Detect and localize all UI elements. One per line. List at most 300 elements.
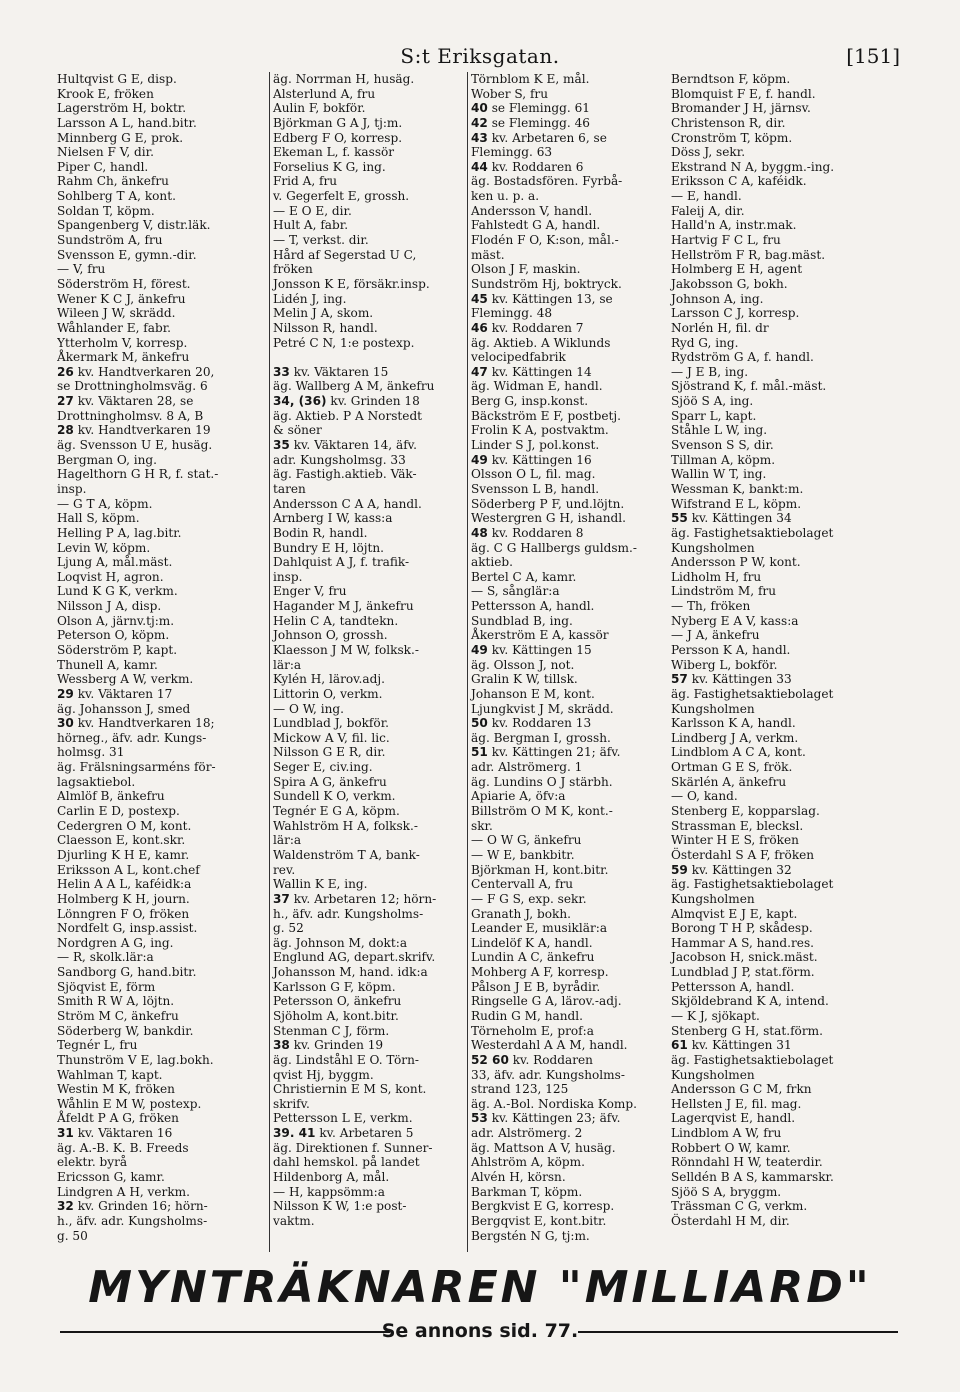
- directory-entry: Österdahl H M, dir.: [671, 1213, 790, 1228]
- directory-entry: Waldenström T A, bank-: [273, 847, 420, 862]
- directory-entry: äg. Lindståhl E O. Törn-: [273, 1052, 419, 1067]
- directory-entry: Cedergren O M, kont.: [57, 818, 192, 833]
- directory-entry: — O W, ing.: [273, 701, 344, 716]
- directory-entry: 35 kv. Väktaren 14, äfv.: [273, 438, 417, 453]
- directory-entry: Lindblom A C A, kont.: [671, 745, 806, 760]
- directory-entry: qvist Hj, byggm.: [273, 1067, 374, 1082]
- directory-entry: — T, verkst. dir.: [273, 233, 369, 248]
- directory-entry: Flemingg. 48: [471, 306, 553, 321]
- directory-entry: Wifstrand E L, köpm.: [671, 496, 802, 511]
- directory-entry: 45 kv. Kättingen 13, se: [471, 291, 613, 306]
- directory-entry: Svensson E, gymn.-dir.: [57, 247, 197, 262]
- directory-entry: Helin A A L, kaféidk:a: [57, 877, 192, 892]
- directory-entry: Wiberg L, bokför.: [671, 657, 778, 672]
- directory-entry: Jakobsson G, bokh.: [671, 276, 788, 291]
- directory-entry: Berg G, insp.konst.: [471, 394, 589, 409]
- directory-entry: 50 kv. Roddaren 13: [471, 716, 592, 731]
- directory-entry: Kungsholmen: [671, 1067, 755, 1082]
- directory-entry: Carlin E D, postexp.: [57, 804, 180, 819]
- directory-entry: Seger E, civ.ing.: [273, 760, 373, 775]
- directory-entry: Hammar A S, hand.res.: [671, 935, 815, 950]
- directory-entry: — E O E, dir.: [273, 203, 352, 218]
- directory-entry: Nilsson R, handl.: [273, 320, 378, 335]
- directory-entry: Törnblom K E, mål.: [471, 72, 590, 86]
- directory-entry: Spira A G, änkefru: [273, 774, 387, 789]
- directory-entry: äg. Norrman H, husäg.: [273, 72, 415, 86]
- directory-entry: Selldén B A S, kammarskr.: [671, 1170, 834, 1185]
- directory-entry: Björkman H, kont.bitr.: [471, 862, 609, 877]
- directory-entry: aktieb.: [471, 555, 514, 570]
- directory-entry: Lönngren F O, fröken: [57, 906, 190, 921]
- directory-entry: 42 se Flemingg. 46: [471, 115, 590, 130]
- directory-entry: Nilsson J A, disp.: [57, 599, 162, 614]
- directory-entry: Söderström P, kapt.: [57, 642, 178, 657]
- directory-entry: Olson J F, maskin.: [471, 262, 581, 277]
- directory-entry: 33 kv. Väktaren 15: [273, 364, 389, 379]
- directory-entry: Forselius K G, ing.: [273, 159, 386, 174]
- directory-entry: Littorin O, verkm.: [273, 686, 383, 701]
- directory-entry: Sundström Hj, boktryck.: [471, 276, 622, 291]
- directory-entry: Wåhlander E, fabr.: [57, 320, 172, 335]
- directory-entry: Mohberg A F, korresp.: [471, 965, 609, 980]
- directory-entry: äg. Svensson U E, husäg.: [57, 438, 213, 453]
- directory-entry: Strassman E, blecksl.: [671, 818, 804, 833]
- directory-entry: Bergstén N G, tj:m.: [471, 1228, 590, 1243]
- directory-entry: Söderström H, förest.: [57, 276, 191, 291]
- directory-entry: Larsson A L, hand.bitr.: [57, 115, 197, 130]
- directory-entry: & söner: [273, 423, 322, 438]
- directory-entry: Bertel C A, kamr.: [471, 569, 577, 584]
- directory-entry: Ståhle L W, ing.: [671, 423, 768, 438]
- directory-entry: Arnberg I W, kass:a: [273, 511, 393, 526]
- directory-entry: Claesson E, kont.skr.: [57, 833, 186, 848]
- directory-entry: — W E, bankbitr.: [471, 847, 575, 862]
- directory-entry: Edberg F O, korresp.: [273, 130, 403, 145]
- directory-entry: — G T A, köpm.: [57, 496, 153, 511]
- directory-entry: Sjöholm A, kont.bitr.: [273, 1009, 399, 1023]
- directory-entry: Eriksson A L, kont.chef: [57, 862, 200, 877]
- directory-entry: Wåhlin E M W, postexp.: [57, 1096, 202, 1111]
- directory-entry: Johnson O, grossh.: [273, 628, 388, 643]
- directory-entry: Olson A, järnv.tj:m.: [57, 613, 175, 628]
- directory-entry: Holmberg E H, agent: [671, 262, 803, 277]
- directory-entry: taren: [273, 481, 306, 496]
- directory-entry: Nordfelt G, insp.assist.: [57, 921, 198, 936]
- directory-entry: — Th, fröken: [671, 599, 751, 614]
- directory-entry: äg. Lundins O J stärbh.: [471, 774, 613, 789]
- directory-entry: Flemingg. 63: [471, 145, 553, 160]
- directory-entry: Bromander J H, järnsv.: [671, 101, 811, 116]
- directory-entry: äg. Fastighetsaktiebolaget: [671, 525, 834, 540]
- directory-entry: äg. Aktieb. P A Norstedt: [273, 408, 423, 423]
- directory-entry: Mickow A V, fil. lic.: [273, 730, 390, 745]
- directory-entry: velocipedfabrik: [471, 350, 566, 365]
- directory-entry: äg. Wallberg A M, änkefru: [273, 379, 435, 394]
- directory-entry: Borong T H P, skådesp.: [671, 921, 813, 936]
- directory-entry: Almlöf B, änkefru: [57, 789, 165, 804]
- directory-entry: ken u. p. a.: [471, 189, 540, 204]
- directory-entry: Levin W, köpm.: [57, 540, 151, 555]
- directory-entry: Blomquist F E, f. handl.: [671, 86, 816, 101]
- directory-entry: Ericsson G, kamr.: [57, 1170, 165, 1185]
- directory-entry: Faleij A, dir.: [671, 203, 745, 218]
- directory-entry: Hagelthorn G H R, f. stat.-: [57, 467, 219, 482]
- directory-entry: lär:a: [273, 657, 302, 672]
- directory-entry: Holmberg K H, journ.: [57, 891, 190, 906]
- directory-entry: Nielsen F V, dir.: [57, 145, 154, 160]
- directory-entry: Lundblad J, bokför.: [273, 716, 389, 731]
- directory-entry: g. 50: [57, 1228, 88, 1243]
- directory-entry: Englund AG, depart.skrifv.: [273, 950, 436, 965]
- directory-entry: Skärlén A, änkefru: [671, 774, 787, 789]
- directory-entry: Nordgren A G, ing.: [57, 935, 174, 950]
- directory-entry: Karlsson G F, köpm.: [273, 979, 396, 994]
- directory-entry: Bergkvist E G, korresp.: [471, 1199, 615, 1214]
- directory-entry: Karlsson K A, handl.: [671, 716, 796, 731]
- directory-entry: [273, 350, 471, 365]
- directory-entry: äg. Johansson J, smed: [57, 701, 191, 716]
- directory-entry: Wahlman T, kapt.: [57, 1067, 163, 1082]
- directory-entry: Hultqvist G E, disp.: [57, 72, 177, 86]
- directory-entry: Hartvig F C L, fru: [671, 233, 781, 248]
- directory-entry: 47 kv. Kättingen 14: [471, 364, 592, 379]
- directory-entry: Robbert O W, kamr.: [671, 1140, 791, 1155]
- directory-entry: insp.: [57, 481, 87, 496]
- directory-entry: Lindgren A H, verkm.: [57, 1184, 190, 1199]
- directory-entry: Söderberg W, bankdir.: [57, 1023, 194, 1038]
- directory-entry: — R, skolk.lär:a: [57, 950, 154, 965]
- directory-entry: Björkman G A J, tj:m.: [273, 115, 403, 130]
- directory-entry: lagsaktiebol.: [57, 774, 136, 789]
- directory-entry: Ström M C, änkefru: [57, 1009, 179, 1023]
- directory-entry: — F G S, exp. sekr.: [471, 891, 587, 906]
- directory-entry: 49 kv. Kättingen 16: [471, 452, 592, 467]
- directory-entry: Johnson A, ing.: [671, 291, 764, 306]
- directory-entry: Flodén F O, K:son, mål.-: [471, 233, 619, 248]
- directory-entry: 28 kv. Handtverkaren 19: [57, 423, 211, 438]
- directory-entry: 52 60 kv. Roddaren: [471, 1052, 593, 1067]
- directory-entry: 49 kv. Kättingen 15: [471, 642, 592, 657]
- directory-entry: 33, äfv. adr. Kungsholms-: [471, 1067, 625, 1082]
- directory-entry: — O W G, änkefru: [471, 833, 582, 848]
- directory-entry: 55 kv. Kättingen 34: [671, 511, 792, 526]
- directory-entry: Döss J, sekr.: [671, 145, 746, 160]
- directory-entry: Sjöö S A, ing.: [671, 394, 754, 409]
- directory-entry: Ekstrand N A, byggm.-ing.: [671, 159, 835, 174]
- directory-entry: Åkerström E A, kassör: [471, 628, 609, 643]
- directory-entry: Lagerström H, boktr.: [57, 101, 187, 116]
- directory-entry: Sohlberg T A, kont.: [57, 189, 176, 204]
- directory-entry: Lundin A C, änkefru: [471, 950, 595, 965]
- directory-entry: Helling P A, lag.bitr.: [57, 525, 182, 540]
- directory-entry: Lidén J, ing.: [273, 291, 347, 306]
- directory-entry: adr. Kungsholmsg. 33: [273, 452, 406, 467]
- directory-entry: äg. Fastighetsaktiebolaget: [671, 877, 834, 892]
- directory-entry: 44 kv. Roddaren 6: [471, 159, 584, 174]
- directory-entry: 29 kv. Väktaren 17: [57, 686, 173, 701]
- directory-entry: Söderberg P F, und.löjtn.: [471, 496, 625, 511]
- directory-entry: Lindblom A W, fru: [671, 1126, 782, 1141]
- directory-entry: äg. Frälsningsarméns för-: [57, 760, 216, 775]
- directory-entry: Ljungkvist J M, skrädd.: [471, 701, 614, 716]
- directory-entry: Wileen J W, skrädd.: [57, 306, 176, 321]
- directory-entry: Bodin R, handl.: [273, 525, 368, 540]
- directory-entry: insp.: [273, 569, 303, 584]
- directory-entry: strand 123, 125: [471, 1082, 569, 1097]
- directory-entry: äg. Bostadsfören. Fyrbå-: [471, 174, 623, 189]
- directory-entry: Halld'n A, instr.mak.: [671, 218, 797, 233]
- column-4: [669, 72, 911, 1252]
- directory-entry: 34, (36) kv. Grinden 18: [273, 394, 420, 409]
- directory-entry: Norlén H, fil. dr: [671, 320, 769, 335]
- directory-entry: Linder S J, pol.konst.: [471, 438, 600, 453]
- directory-entry: äg. Direktionen f. Sunner-: [273, 1140, 433, 1155]
- directory-entry: v. Gegerfelt E, grossh.: [273, 189, 410, 204]
- directory-entry: Andersson G C M, frkn: [671, 1082, 812, 1097]
- directory-entry: Lindberg J A, verkm.: [671, 730, 799, 745]
- directory-entry: Sundblad B, ing.: [471, 613, 573, 628]
- directory-entry: Djurling K H E, kamr.: [57, 847, 190, 862]
- directory-entry: Apiarie A, öfv:a: [471, 789, 566, 804]
- directory-entry: Johansson M, hand. idk:a: [273, 965, 428, 980]
- directory-entry: Wallin W T, ing.: [671, 467, 767, 482]
- directory-entry: Hildenborg A, mål.: [273, 1170, 390, 1185]
- directory-entry: Jonsson K E, försäkr.insp.: [273, 276, 430, 291]
- directory-entry: Westergren G H, ishandl.: [471, 511, 626, 526]
- directory-entry: Pettersson A, handl.: [471, 599, 595, 614]
- directory-entry: Helin C A, tandtekn.: [273, 613, 399, 628]
- directory-entry: 53 kv. Kättingen 23; äfv.: [471, 1111, 621, 1126]
- directory-entry: 40 se Flemingg. 61: [471, 101, 590, 116]
- directory-entry: Wahlström H A, folksk.-: [273, 818, 418, 833]
- directory-entry: vaktm.: [273, 1213, 315, 1228]
- directory-entry: äg. A.-Bol. Nordiska Komp.: [471, 1096, 637, 1111]
- directory-entry: Petré C N, 1:e postexp.: [273, 335, 415, 350]
- directory-entry: mäst.: [471, 247, 505, 262]
- directory-entry: 38 kv. Grinden 19: [273, 1038, 384, 1053]
- directory-entry: Peterson O, köpm.: [57, 628, 170, 643]
- directory-entry: Ljung A, mål.mäst.: [57, 555, 173, 570]
- directory-entry: Spangenberg V, distr.läk.: [57, 218, 211, 233]
- directory-entry: 51 kv. Kättingen 21; äfv.: [471, 745, 621, 760]
- ad-headline: MYNTRÄKNAREN "MILLIARD": [88, 1262, 872, 1313]
- directory-entry: — J E B, ing.: [671, 364, 749, 379]
- directory-entry: Hård af Segerstad U C,: [273, 247, 417, 262]
- directory-entry: Pettersson L E, verkm.: [273, 1111, 413, 1126]
- directory-entry: äg. Mattson A V, husäg.: [471, 1140, 616, 1155]
- directory-entry: Johanson E M, kont.: [471, 686, 595, 701]
- directory-entry: Stenberg G H, stat.förm.: [671, 1023, 823, 1038]
- directory-entry: Pettersson A, handl.: [671, 979, 795, 994]
- directory-entry: Sandborg G, hand.bitr.: [57, 965, 197, 980]
- directory-entry: Winter H E S, fröken: [671, 833, 799, 848]
- directory-entry: Christenson R, dir.: [671, 115, 786, 130]
- directory-entry: Olsson O L, fil. mag.: [471, 467, 596, 482]
- directory-entry: Bergqvist E, kont.bitr.: [471, 1213, 607, 1228]
- directory-entry: Svenson S S, dir.: [671, 438, 774, 453]
- directory-entry: Krook E, fröken: [57, 86, 154, 101]
- directory-entry: Åfeldt P A G, fröken: [57, 1111, 179, 1126]
- directory-entry: 31 kv. Väktaren 16: [57, 1126, 173, 1141]
- directory-entry: 27 kv. Väktaren 28, se: [57, 394, 194, 409]
- directory-entry: h., äfv. adr. Kungsholms-: [57, 1213, 208, 1228]
- directory-entry: Drottningholmsv. 8 A, B: [57, 408, 204, 423]
- directory-entry: äg. A.-B. K. B. Freeds: [57, 1140, 189, 1155]
- directory-entry: skr.: [471, 818, 493, 833]
- street-title: S:t Eriksgatan.: [400, 44, 560, 68]
- directory-entry: Andersson P W, kont.: [671, 555, 801, 570]
- directory-entry: Hagander M J, änkefru: [273, 599, 414, 614]
- directory-entry: 48 kv. Roddaren 8: [471, 525, 584, 540]
- directory-entry: Ekeman L, f. kassör: [273, 145, 395, 160]
- ad-rule-right: [578, 1331, 898, 1333]
- directory-entry: Lindelöf K A, handl.: [471, 935, 593, 950]
- directory-entry: Billström O M K, kont.-: [471, 804, 613, 819]
- directory-entry: Sundell K O, verkm.: [273, 789, 396, 804]
- directory-entry: Wessman K, bankt:m.: [671, 481, 804, 496]
- directory-entry: 39. 41 kv. Arbetaren 5: [273, 1126, 414, 1141]
- directory-entry: dahl hemskol. på landet: [273, 1155, 420, 1170]
- directory-entry: — K J, sjökapt.: [671, 1009, 760, 1023]
- directory-entry: äg. Johnson M, dokt:a: [273, 935, 408, 950]
- directory-entry: Cronström T, köpm.: [671, 130, 793, 145]
- directory-entry: 59 kv. Kättingen 32: [671, 862, 792, 877]
- directory-entry: Kungsholmen: [671, 891, 755, 906]
- directory-entry: Sundström A, fru: [57, 233, 163, 248]
- directory-entry: Skjöldebrand K A, intend.: [671, 994, 829, 1009]
- directory-entry: 32 kv. Grinden 16; hörn-: [57, 1199, 208, 1214]
- directory-entry: Sjöstrand K, f. mål.-mäst.: [671, 379, 827, 394]
- directory-entry: Hult A, fabr.: [273, 218, 349, 233]
- directory-entry: fröken: [273, 262, 313, 277]
- page-header: [0, 44, 960, 68]
- directory-entry: adr. Alströmerg. 2: [471, 1126, 583, 1141]
- directory-entry: adr. Alströmerg. 1: [471, 760, 583, 775]
- directory-entry: Minnberg G E, prok.: [57, 130, 184, 145]
- directory-entry: 43 kv. Arbetaren 6, se: [471, 130, 607, 145]
- directory-entry: Bundry E H, löjtn.: [273, 540, 384, 555]
- directory-entry: Wener K C J, änkefru: [57, 291, 186, 306]
- directory-entry: Christiernin E M S, kont.: [273, 1082, 427, 1097]
- directory-entry: 57 kv. Kättingen 33: [671, 672, 792, 687]
- directory-entry: Persson K A, handl.: [671, 642, 791, 657]
- directory-entry: 37 kv. Arbetaren 12; hörn-: [273, 891, 437, 906]
- directory-entry: Stenman C J, förm.: [273, 1023, 390, 1038]
- directory-entry: Alsterlund A, fru: [273, 86, 376, 101]
- directory-entry: Berndtson F, köpm.: [671, 72, 791, 86]
- directory-entry: Larsson C J, korresp.: [671, 306, 800, 321]
- directory-entry: Hall S, köpm.: [57, 511, 140, 526]
- directory-entry: Andersson V, handl.: [471, 203, 593, 218]
- directory-entry: Centervall A, fru: [471, 877, 574, 892]
- directory-entry: h., äfv. adr. Kungsholms-: [273, 906, 424, 921]
- directory-entry: Ryd G, ing.: [671, 335, 739, 350]
- directory-entry: Ytterholm V, korresp.: [57, 335, 188, 350]
- directory-entry: Granath J, bokh.: [471, 906, 571, 921]
- directory-entry: skrifv.: [273, 1096, 310, 1111]
- directory-entry: — S, sånglär:a: [471, 584, 560, 599]
- directory-entry: Klaesson J M W, folksk.-: [273, 642, 419, 657]
- directory-entry: Ringselle G A, lärov.-adj.: [471, 994, 622, 1009]
- directory-entry: Kylén H, lärov.adj.: [273, 672, 385, 687]
- column-3: [467, 72, 669, 1252]
- directory-entry: Fahlstedt G A, handl.: [471, 218, 601, 233]
- directory-entry: Trässman C G, verkm.: [671, 1199, 808, 1214]
- directory-columns: [57, 72, 907, 1252]
- page-number: [151]: [846, 44, 900, 68]
- directory-entry: Bergman O, ing.: [57, 452, 158, 467]
- directory-entry: Lagerqvist E, handl.: [671, 1111, 796, 1126]
- directory-entry: äg. C G Hallbergs guldsm.-: [471, 540, 637, 555]
- directory-entry: 26 kv. Handtverkaren 20,: [57, 364, 215, 379]
- directory-entry: Barkman T, köpm.: [471, 1184, 583, 1199]
- directory-entry: 30 kv. Handtverkaren 18;: [57, 716, 215, 731]
- directory-entry: Dahlquist A J, f. trafik-: [273, 555, 410, 570]
- directory-entry: Stenberg E, kopparslag.: [671, 804, 820, 819]
- directory-entry: Melin J A, skom.: [273, 306, 374, 321]
- directory-entry: Törneholm E, prof:a: [471, 1023, 594, 1038]
- directory-entry: Wallin K E, ing.: [273, 877, 368, 892]
- directory-entry: Gralin K W, tillsk.: [471, 672, 578, 687]
- directory-entry: Aulin F, bokför.: [273, 101, 366, 116]
- directory-entry: Westerdahl A A M, handl.: [471, 1038, 628, 1053]
- directory-entry: Nyberg E A V, kass:a: [671, 613, 799, 628]
- directory-entry: äg. Fastighetsaktiebolaget: [671, 1052, 834, 1067]
- directory-entry: Jacobson H, snick.mäst.: [671, 950, 818, 965]
- directory-entry: Tegnér L, fru: [57, 1038, 138, 1053]
- directory-entry: äg. Fastigh.aktieb. Väk-: [273, 467, 417, 482]
- directory-entry: Hellsten J E, fil. mag.: [671, 1096, 802, 1111]
- directory-entry: Ahlström A, köpm.: [471, 1155, 585, 1170]
- directory-entry: Åkermark M, änkefru: [57, 350, 190, 365]
- directory-entry: Svensson L B, handl.: [471, 481, 600, 496]
- directory-entry: Sjöqvist E, förm: [57, 979, 156, 994]
- directory-entry: Pålson J E B, byrådir.: [471, 979, 601, 994]
- directory-entry: hörneg., äfv. adr. Kungs-: [57, 730, 207, 745]
- directory-entry: Piper C, handl.: [57, 159, 149, 174]
- directory-entry: Rydström G A, f. handl.: [671, 350, 814, 365]
- directory-entry: Ortman G E S, frök.: [671, 760, 793, 775]
- directory-entry: rev.: [273, 862, 296, 877]
- directory-entry: Kungsholmen: [671, 540, 755, 555]
- directory-entry: Rönndahl H W, teaterdir.: [671, 1155, 823, 1170]
- directory-entry: lär:a: [273, 833, 302, 848]
- directory-entry: 46 kv. Roddaren 7: [471, 320, 584, 335]
- directory-entry: äg. Widman E, handl.: [471, 379, 603, 394]
- directory-entry: Bäckström E F, postbetj.: [471, 408, 621, 423]
- directory-entry: Wessberg A W, verkm.: [57, 672, 194, 687]
- directory-entry: — V, fru: [57, 262, 106, 277]
- directory-entry: Rahm Ch, änkefru: [57, 174, 169, 189]
- directory-entry: elektr. byrå: [57, 1155, 128, 1170]
- directory-entry: — O, kand.: [671, 789, 738, 804]
- directory-entry: Enger V, fru: [273, 584, 347, 599]
- directory-entry: äg. Fastighetsaktiebolaget: [671, 686, 834, 701]
- directory-entry: Alvén H, körsn.: [471, 1170, 566, 1185]
- directory-entry: Tillman A, köpm.: [671, 452, 776, 467]
- directory-entry: Tegnér E G A, köpm.: [273, 804, 400, 819]
- directory-entry: Almqvist E J E, kapt.: [671, 906, 798, 921]
- directory-entry: äg. Aktieb. A Wiklunds: [471, 335, 611, 350]
- directory-entry: Kungsholmen: [671, 701, 755, 716]
- column-1: [57, 72, 265, 1252]
- directory-entry: Andersson C A A, handl.: [273, 496, 422, 511]
- directory-entry: Lundblad J P, stat.förm.: [671, 965, 815, 980]
- directory-entry: Loqvist H, agron.: [57, 569, 164, 584]
- directory-entry: äg. Olsson J, not.: [471, 657, 575, 672]
- directory-entry: — J A, änkefru: [671, 628, 760, 643]
- directory-entry: Österdahl S A F, fröken: [671, 847, 815, 862]
